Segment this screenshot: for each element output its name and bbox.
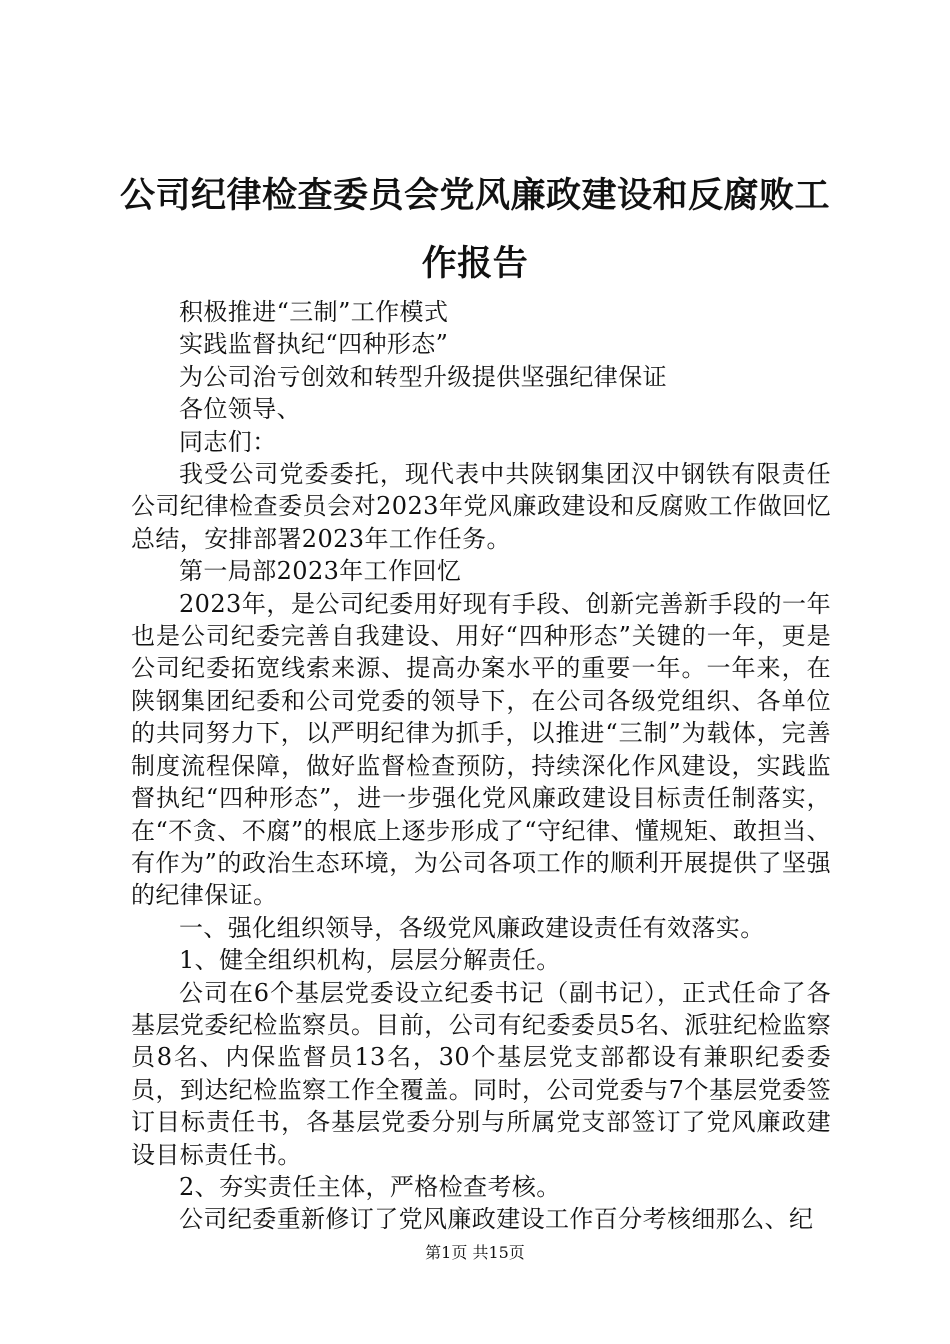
salutation-line-1: 各位领导、 <box>179 395 301 424</box>
subheading-two: 2、夯实责任主体，严格检查考核。 <box>179 1172 561 1201</box>
salutation-line-2: 同志们： <box>179 427 277 456</box>
page-number: 第1页 共15页 <box>425 1243 525 1262</box>
document-body <box>131 296 831 1236</box>
organization-paragraph: 公司在6个基层党委设立纪委书记（副书记），正式任命了各基层党委纪检监察员。目前，公司有纪委委员5名、派驻纪检监察员8名、内保监督员13名，30个基层党支部都设有兼职纪委委员，到达纪检监察工作全覆盖。同时，公司党委与7个基层党委签订目标责任书，各基层党委分别与所属党支部签订了党风廉政建设目标责任书。 <box>131 978 831 1169</box>
document-title: 公司纪律检查委员会党风廉政建设和反腐败工作报告 <box>119 176 830 284</box>
review-paragraph: 2023年，是公司纪委用好现有手段、创新完善新手段的一年也是公司纪委完善自我建设、用好“四种形态”关键的一年，更是公司纪委拓宽线索来源、提高办案水平的重要一年。一年来，在陕钢集团纪委和公司党委的领导下，在公司各级党组织、各单位的共同努力下，以严明纪律为抓手，以推进“三制”为载体，完善制度流程保障，做好监督检查预防，持续深化作风建设，实践监督执纪“四种形态”，进一步强化党风廉政建设目标责任制落实，在“不贪、不腐”的根底上逐步形成了“守纪律、懂规矩、敢担当、有作为”的政治生态环境，为公司各项工作的顺利开展提供了坚强的纪律保证。 <box>131 589 831 910</box>
subtitle-line-2: 实践监督执纪“四种形态” <box>179 330 449 359</box>
heading-one: 一、强化组织领导，各级党风廉政建设责任有效落实。 <box>179 913 765 942</box>
subheading-one: 1、健全组织机构，层层分解责任。 <box>179 946 561 975</box>
assessment-paragraph: 公司纪委重新修订了党风廉政建设工作百分考核细那么、纪 <box>179 1205 814 1234</box>
subtitle-line-3: 为公司治亏创效和转型升级提供坚强纪律保证 <box>179 362 667 391</box>
page-footer <box>0 1243 950 1263</box>
subtitle-line-1: 积极推进“三制”工作模式 <box>179 298 449 326</box>
intro-paragraph: 我受公司党委委托，现代表中共陕钢集团汉中钢铁有限责任公司纪律检查委员会对2023年党风廉政建设和反腐败工作做回忆总结，安排部署2023年工作任务。 <box>131 460 831 553</box>
section-heading: 第一局部2023年工作回忆 <box>179 557 462 586</box>
